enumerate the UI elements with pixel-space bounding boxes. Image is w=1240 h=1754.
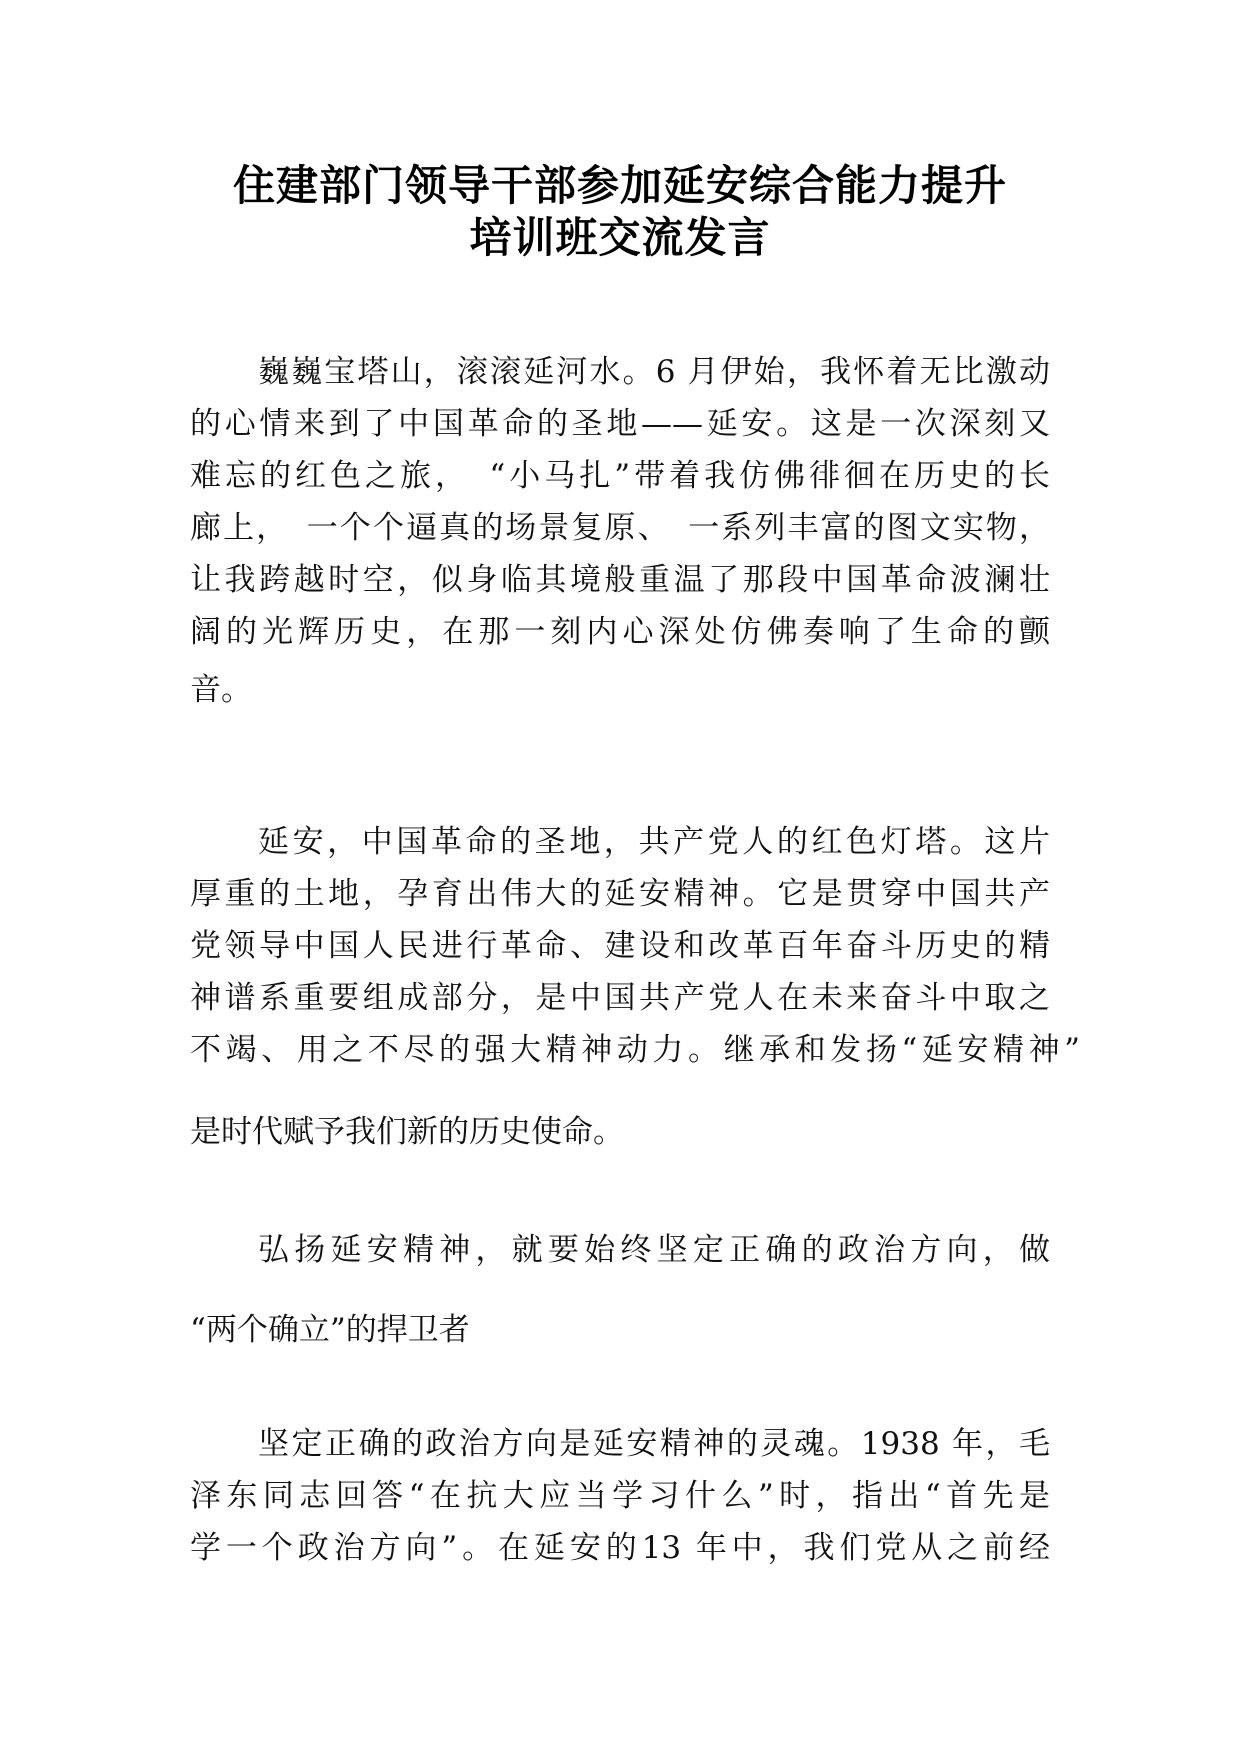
paragraph-4-line: 泽东同志回答“在抗大应当学习什么”时，指出“首先是 [190, 1478, 1050, 1514]
document-title-line-1: 住建部门领导干部参加延安综合能力提升 [232, 161, 1007, 210]
paragraph-1-line: 廊上， 一个个逼真的场景复原、 一系列丰富的图文实物， [190, 510, 1050, 546]
section-heading-line: “两个确立”的捍卫者 [190, 1312, 470, 1348]
paragraph-1-line: 让我跨越时空，似身临其境般重温了那段中国革命波澜壮 [190, 562, 1050, 598]
paragraph-2-line: 厚重的土地，孕育出伟大的延安精神。它是贯穿中国共产 [190, 876, 1050, 912]
paragraph-1-line: 巍巍宝塔山，滚滚延河水。6 月伊始，我怀着无比激动 [258, 354, 1050, 390]
paragraph-2-line: 延安，中国革命的圣地，共产党人的红色灯塔。这片 [258, 824, 1050, 860]
paragraph-2-line: 不竭、用之不尽的强大精神动力。继承和发扬“延安精神” [190, 1032, 1080, 1068]
paragraph-1-line: 音。 [190, 672, 252, 708]
paragraph-1-line: 难忘的红色之旅， “小马扎”带着我仿佛徘徊在历史的长 [190, 458, 1050, 494]
paragraph-2-line: 是时代赋予我们新的历史使命。 [190, 1114, 624, 1150]
paragraph-1-line: 的心情来到了中国革命的圣地——延安。这是一次深刻又 [190, 406, 1050, 442]
paragraph-4-line: 学一个政治方向”。在延安的13 年中，我们党从之前经 [190, 1530, 1050, 1566]
paragraph-2-line: 神谱系重要组成部分，是中国共产党人在未来奋斗中取之 [190, 980, 1050, 1016]
document-title-line-2: 培训班交流发言 [469, 213, 771, 262]
paragraph-1-line: 阔的光辉历史，在那一刻内心深处仿佛奏响了生命的颤 [190, 614, 1050, 650]
paragraph-4-line: 坚定正确的政治方向是延安精神的灵魂。1938 年，毛 [258, 1426, 1050, 1462]
paragraph-2-line: 党领导中国人民进行革命、建设和改革百年奋斗历史的精 [190, 928, 1050, 964]
section-heading-line: 弘扬延安精神，就要始终坚定正确的政治方向，做 [258, 1232, 1050, 1268]
